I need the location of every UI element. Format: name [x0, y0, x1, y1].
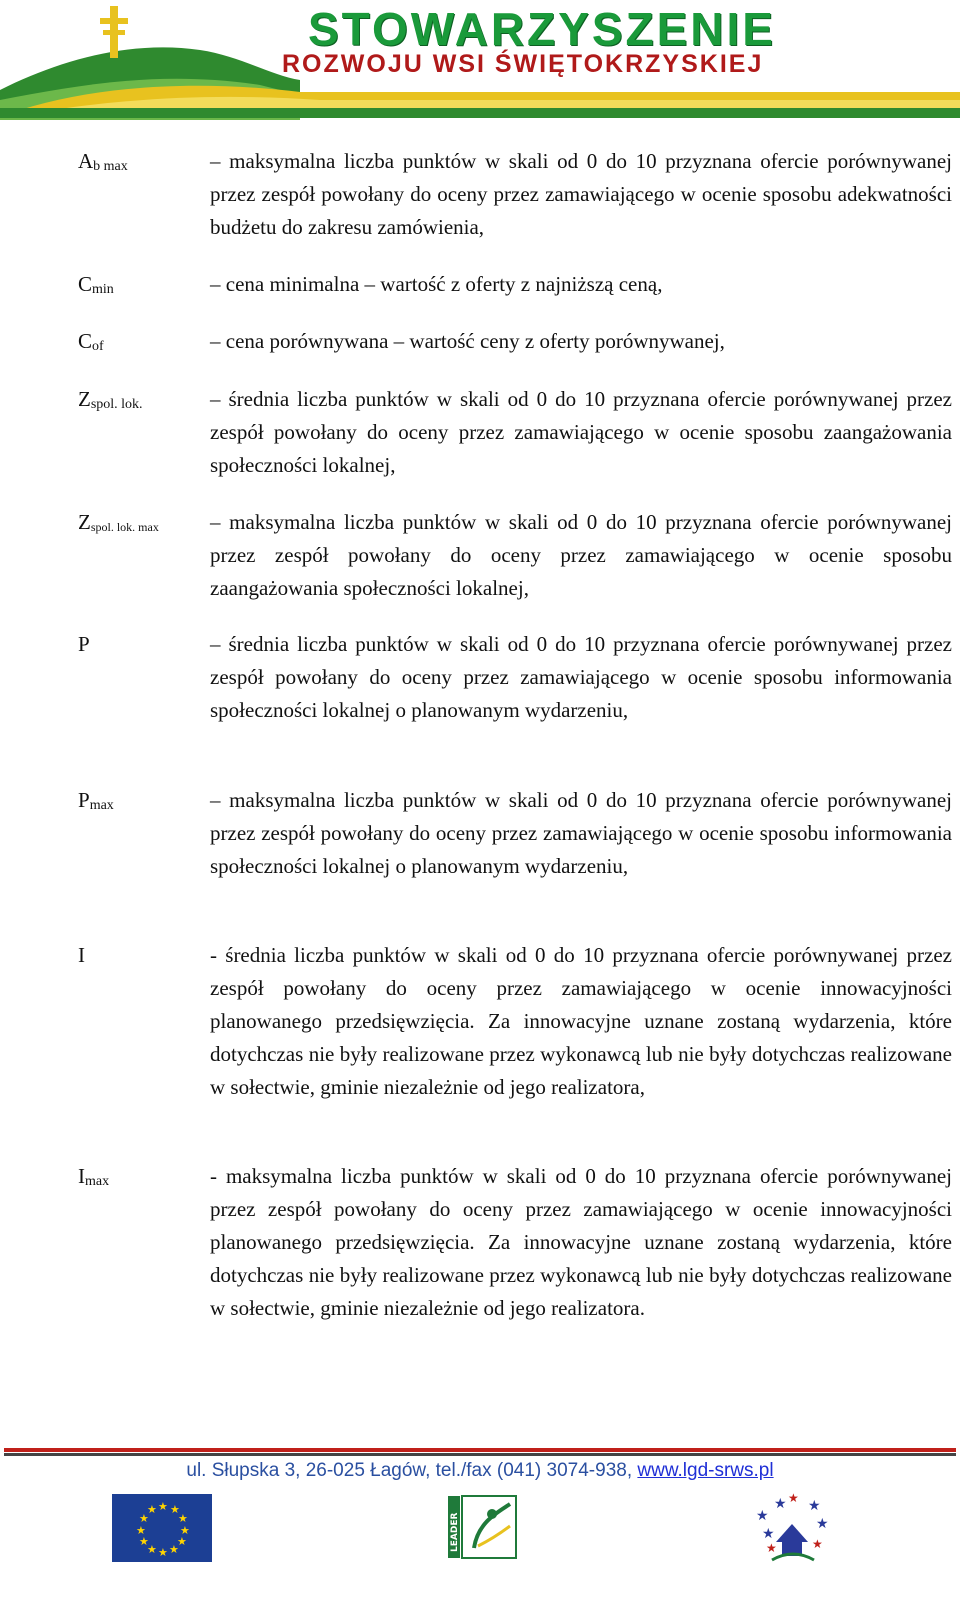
svg-text:★: ★	[158, 1500, 168, 1513]
svg-text:★: ★	[170, 1503, 180, 1516]
definition-text: – maksymalna liczba punktów w skali od 0 do 10 przyznana ofercie porównywanej przez zespół powołany do oceny przez zamawiającego w ocenie sposobu informowania społeczności lokalnej o planowanym wydarzeniu,	[210, 788, 952, 878]
svg-text:★: ★	[756, 1508, 769, 1524]
symbol: $Z_{spol. lok.}$	[78, 387, 143, 412]
association-subtitle: ROZWOJU WSI ŚWIĘTOKRZYSKIEJ	[282, 50, 764, 78]
svg-text:★: ★	[808, 1498, 821, 1514]
definition-text: – średnia liczba punktów w skali od 0 do 10 przyznana ofercie porównywanej przez zespół powołany do oceny przez zamawiającego w ocenie sposobu zaangażowania społeczności lokalnej,	[210, 387, 952, 477]
svg-text:★: ★	[816, 1516, 829, 1532]
footer-divider-red	[4, 1448, 956, 1452]
svg-text:★: ★	[812, 1537, 823, 1551]
definition-text: – cena porównywana – wartość ceny z oferty porównywanej,	[210, 329, 725, 353]
definition-text: - maksymalna liczba punktów w skali od 0 do 10 przyznana ofercie porównywanej przez zespół powołany do oceny przez zamawiającego w ocenie innowacyjności planowanego przedsięwzięcia. Za innowacyjne uznane zostaną wydarzenia, które dotychczas nie były realizowane przez wykonawcą lub nie były dotychczas realizowane w sołectwie, gminie niezależnie od jego realizatora.	[210, 1164, 952, 1320]
definition-text: – maksymalna liczba punktów w skali od 0 do 10 przyznana ofercie porównywanej przez zespół powołany do oceny przez zamawiającego w ocenie sposobu zaangażowania społeczności lokalnej,	[210, 510, 952, 600]
svg-text:★: ★	[766, 1541, 777, 1555]
definition-text: – cena minimalna – wartość z oferty z najniższą ceną,	[210, 272, 663, 296]
svg-text:★: ★	[774, 1496, 787, 1512]
footer-address	[0, 1460, 960, 1482]
svg-text:★: ★	[762, 1526, 775, 1542]
svg-text:★: ★	[788, 1491, 799, 1505]
symbol: $A_{b max}$	[78, 149, 128, 174]
symbol: $P_{max}$	[78, 788, 114, 813]
svg-text:★: ★	[169, 1543, 179, 1556]
symbol: $Z_{spol. lok. max}$	[78, 510, 159, 534]
svg-text:★: ★	[147, 1543, 157, 1556]
svg-text:★: ★	[147, 1503, 157, 1516]
svg-text:★: ★	[139, 1535, 149, 1548]
page-header	[0, 0, 960, 120]
symbol: $I_{max}$	[78, 1164, 110, 1189]
svg-text:★: ★	[177, 1535, 187, 1548]
svg-text:★: ★	[180, 1524, 190, 1537]
leader-label: LEADER	[450, 1512, 460, 1552]
footer-divider-dark	[4, 1453, 956, 1456]
eu-flag-icon	[112, 1494, 212, 1562]
svg-text:★: ★	[139, 1512, 149, 1525]
association-title: STOWARZYSZENIE	[308, 3, 776, 55]
svg-text:★: ★	[178, 1512, 188, 1525]
website-link[interactable]: www.lgd-srws.pl	[637, 1460, 774, 1481]
symbol: P	[78, 632, 90, 656]
symbol: $C_{min}$	[78, 272, 114, 297]
definition-text: – maksymalna liczba punktów w skali od 0 do 10 przyznana ofercie porównywanej przez zespół powołany do oceny przez zamawiającego w ocenie sposobu adekwatności budżetu do zakresu zamówienia,	[210, 149, 952, 239]
svg-text:★: ★	[158, 1546, 168, 1559]
symbol: $C_{of}$	[78, 329, 104, 354]
address-text: ul. Słupska 3, 26-025 Łagów, tel./fax (041) 3074-938,	[186, 1460, 638, 1481]
symbol: I	[78, 943, 85, 967]
svg-text:★: ★	[136, 1524, 146, 1537]
leader-logo-icon	[448, 1492, 520, 1564]
stars-house-logo-icon	[752, 1490, 832, 1566]
definition-text: - średnia liczba punktów w skali od 0 do 10 przyznana ofercie porównywanej przez zespół powołany do oceny przez zamawiającego w ocenie innowacyjności planowanego przedsięwzięcia. Za innowacyjne uznane zostaną wydarzenia, które dotychczas nie były realizowane przez wykonawcą lub nie były dotychczas realizowane w sołectwie, gminie niezależnie od jego realizatora,	[210, 943, 952, 1099]
definition-text: – średnia liczba punktów w skali od 0 do 10 przyznana ofercie porównywanej przez zespół powołany do oceny przez zamawiającego w ocenie sposobu informowania społeczności lokalnej o planowanym wydarzeniu,	[210, 632, 952, 722]
